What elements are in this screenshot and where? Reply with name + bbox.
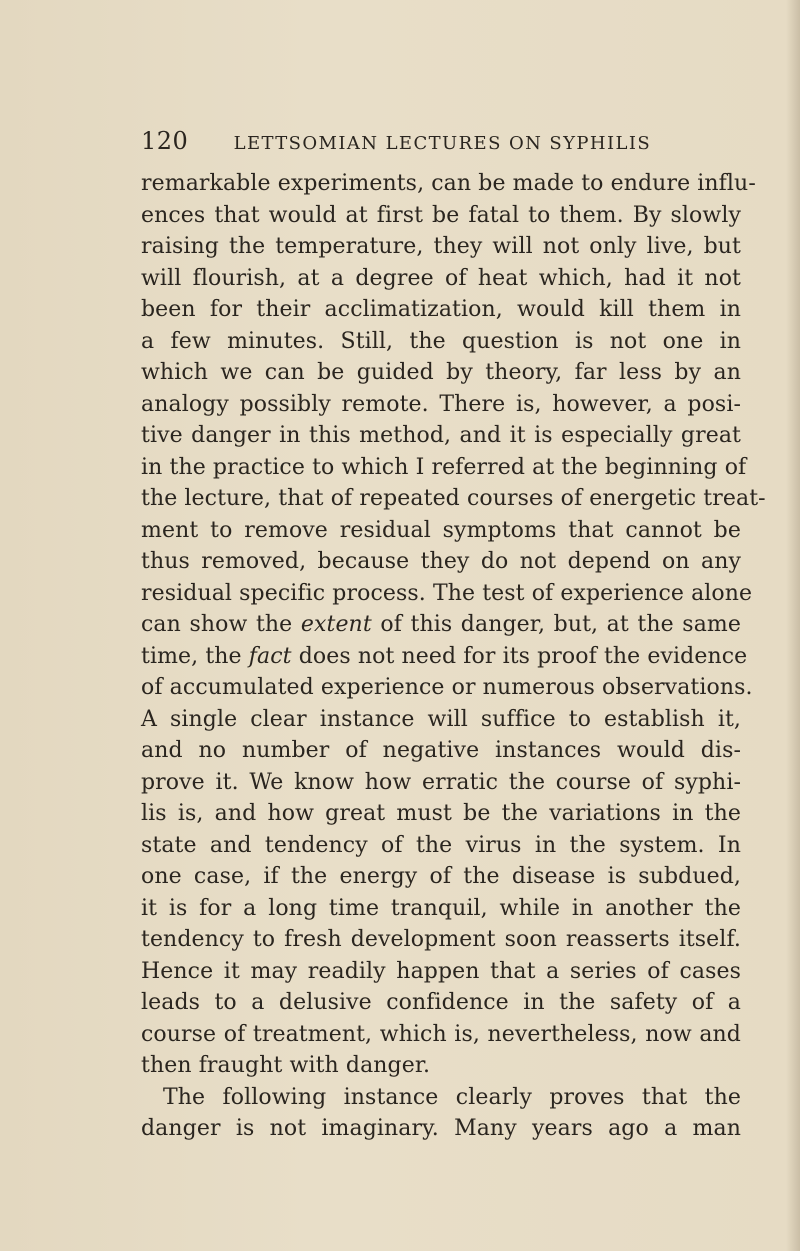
page-number: 120: [141, 127, 189, 155]
text-line: thus removed, because they do not depend on any: [141, 549, 741, 574]
text-line: residual specific process. The test of experience alone: [141, 580, 753, 606]
italic-word: fact: [248, 643, 292, 669]
text-line: danger is not imaginary. Many years ago a man: [141, 1116, 741, 1141]
text-line: state and tendency of the virus in the system. In: [141, 832, 741, 858]
text-line: will flourish, at a degree of heat which, had it not: [141, 265, 741, 291]
text-line: leads to a delusive confidence in the safety of a: [141, 990, 741, 1015]
text-segment: of this danger, but, at the same: [371, 612, 741, 637]
text-segment: does not need for its proof the evidence: [291, 643, 748, 669]
text-line: Hence it may readily happen that a series of cases: [141, 958, 741, 984]
italic-word: extent: [300, 612, 372, 637]
text-segment: can show the: [141, 612, 301, 637]
text-line: which we can be guided by theory, far less by an: [141, 360, 741, 385]
text-segment: time, the: [141, 643, 249, 669]
text-line: the lecture, that of repeated courses of energetic treat-: [141, 486, 766, 511]
text-line: ment to remove residual symptoms that cannot be: [141, 517, 741, 543]
text-line: remarkable experiments, can be made to endure influ-: [141, 171, 756, 196]
text-line-paragraph-start: The following instance clearly proves that the: [163, 1084, 741, 1110]
page-header: [141, 126, 741, 156]
text-line: prove it. We know how erratic the course of syphi-: [141, 769, 741, 795]
text-line: in the practice to which I referred at the beginning of: [141, 454, 747, 480]
body-text: [141, 168, 766, 1145]
text-line: ences that would at first be fatal to them. By slowly: [141, 202, 741, 228]
text-line-with-italic: [141, 641, 748, 673]
text-line-with-italic: [141, 609, 741, 641]
text-line: lis is, and how great must be the variations in the: [141, 801, 741, 826]
text-line: tive danger in this method, and it is especially great: [141, 423, 741, 448]
text-line: raising the temperature, they will not only live, but: [141, 234, 741, 259]
text-line: course of treatment, which is, nevertheless, now and: [141, 1021, 741, 1047]
text-line: a few minutes. Still, the question is not one in: [141, 328, 741, 354]
text-line: been for their acclimatization, would kill them in: [141, 297, 741, 322]
running-head: LETTSOMIAN LECTURES ON SYPHILIS: [233, 133, 652, 154]
text-line: of accumulated experience or numerous observations.: [141, 675, 753, 700]
text-line: analogy possibly remote. There is, however, a posi-: [141, 391, 741, 417]
text-line: and no number of negative instances would dis-: [141, 738, 741, 763]
text-line-paragraph-end: then fraught with danger.: [141, 1053, 431, 1078]
text-line: A single clear instance will suffice to establish it,: [141, 706, 741, 732]
page-edge-shadow: [786, 0, 800, 1251]
text-line: one case, if the energy of the disease is subdued,: [141, 864, 741, 889]
text-line: tendency to fresh development soon reasserts itself.: [141, 927, 741, 952]
text-line: it is for a long time tranquil, while in another the: [141, 895, 741, 921]
